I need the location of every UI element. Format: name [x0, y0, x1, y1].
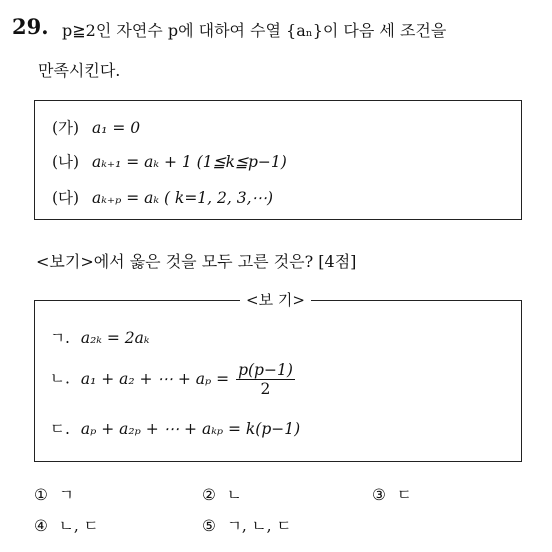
bogi-item-nieun	[50, 361, 297, 398]
choice-1[interactable]	[34, 483, 74, 505]
choice-number: ③	[372, 486, 386, 504]
choice-number: ⑤	[202, 517, 216, 535]
choice-text: ㄱ	[58, 486, 74, 504]
condition-label: (가)	[52, 119, 80, 137]
bogi-item-label: ㄱ.	[50, 329, 70, 347]
condition-expr: aₖ₊ₚ = aₖ ( k=1, 2, 3,⋯)	[92, 189, 274, 207]
question-prompt: <보기>에서 옳은 것을 모두 고른 것은? [4점]	[36, 252, 357, 271]
bogi-item-label: ㄷ.	[50, 420, 70, 438]
bogi-item-giyeok	[50, 326, 150, 348]
choice-2[interactable]	[202, 483, 242, 505]
bogi-item-label: ㄴ.	[50, 369, 70, 388]
choice-text: ㄴ, ㄷ	[58, 517, 99, 535]
fraction-numerator: p(p−1)	[238, 361, 293, 379]
bogi-item-expr: a₁ + a₂ + ⋯ + aₚ =	[80, 369, 230, 388]
choice-number: ①	[34, 486, 48, 504]
choice-text: ㄷ	[396, 486, 412, 504]
choice-text: ㄴ	[226, 486, 242, 504]
condition-label: (다)	[52, 189, 80, 207]
choice-4[interactable]	[34, 514, 99, 536]
condition-expr: a₁ = 0	[92, 119, 141, 137]
condition-label: (나)	[52, 153, 80, 171]
bogi-item-digeut	[50, 417, 300, 439]
choice-number: ②	[202, 486, 216, 504]
choice-number: ④	[34, 517, 48, 535]
choice-3[interactable]	[372, 483, 412, 505]
bogi-item-expr: a₂ₖ = 2aₖ	[80, 329, 150, 347]
choice-text: ㄱ, ㄴ, ㄷ	[226, 517, 292, 535]
bogi-title: <보 기>	[240, 289, 311, 310]
condition-na	[52, 150, 287, 172]
question-text-line1: p≧2인 자연수 p에 대하여 수열 {aₙ}이 다음 세 조건을	[62, 21, 447, 40]
fraction-denominator: 2	[260, 380, 271, 398]
condition-ga	[52, 116, 140, 138]
choice-5[interactable]	[202, 514, 291, 536]
question-number: 29.	[12, 14, 49, 39]
condition-expr: aₖ₊₁ = aₖ + 1 (1≦k≦p−1)	[92, 153, 287, 171]
fraction	[236, 361, 295, 398]
question-text-line2: 만족시킨다.	[38, 61, 121, 80]
condition-da	[52, 186, 273, 208]
bogi-item-expr: aₚ + a₂ₚ + ⋯ + aₖₚ = k(p−1)	[80, 420, 301, 438]
